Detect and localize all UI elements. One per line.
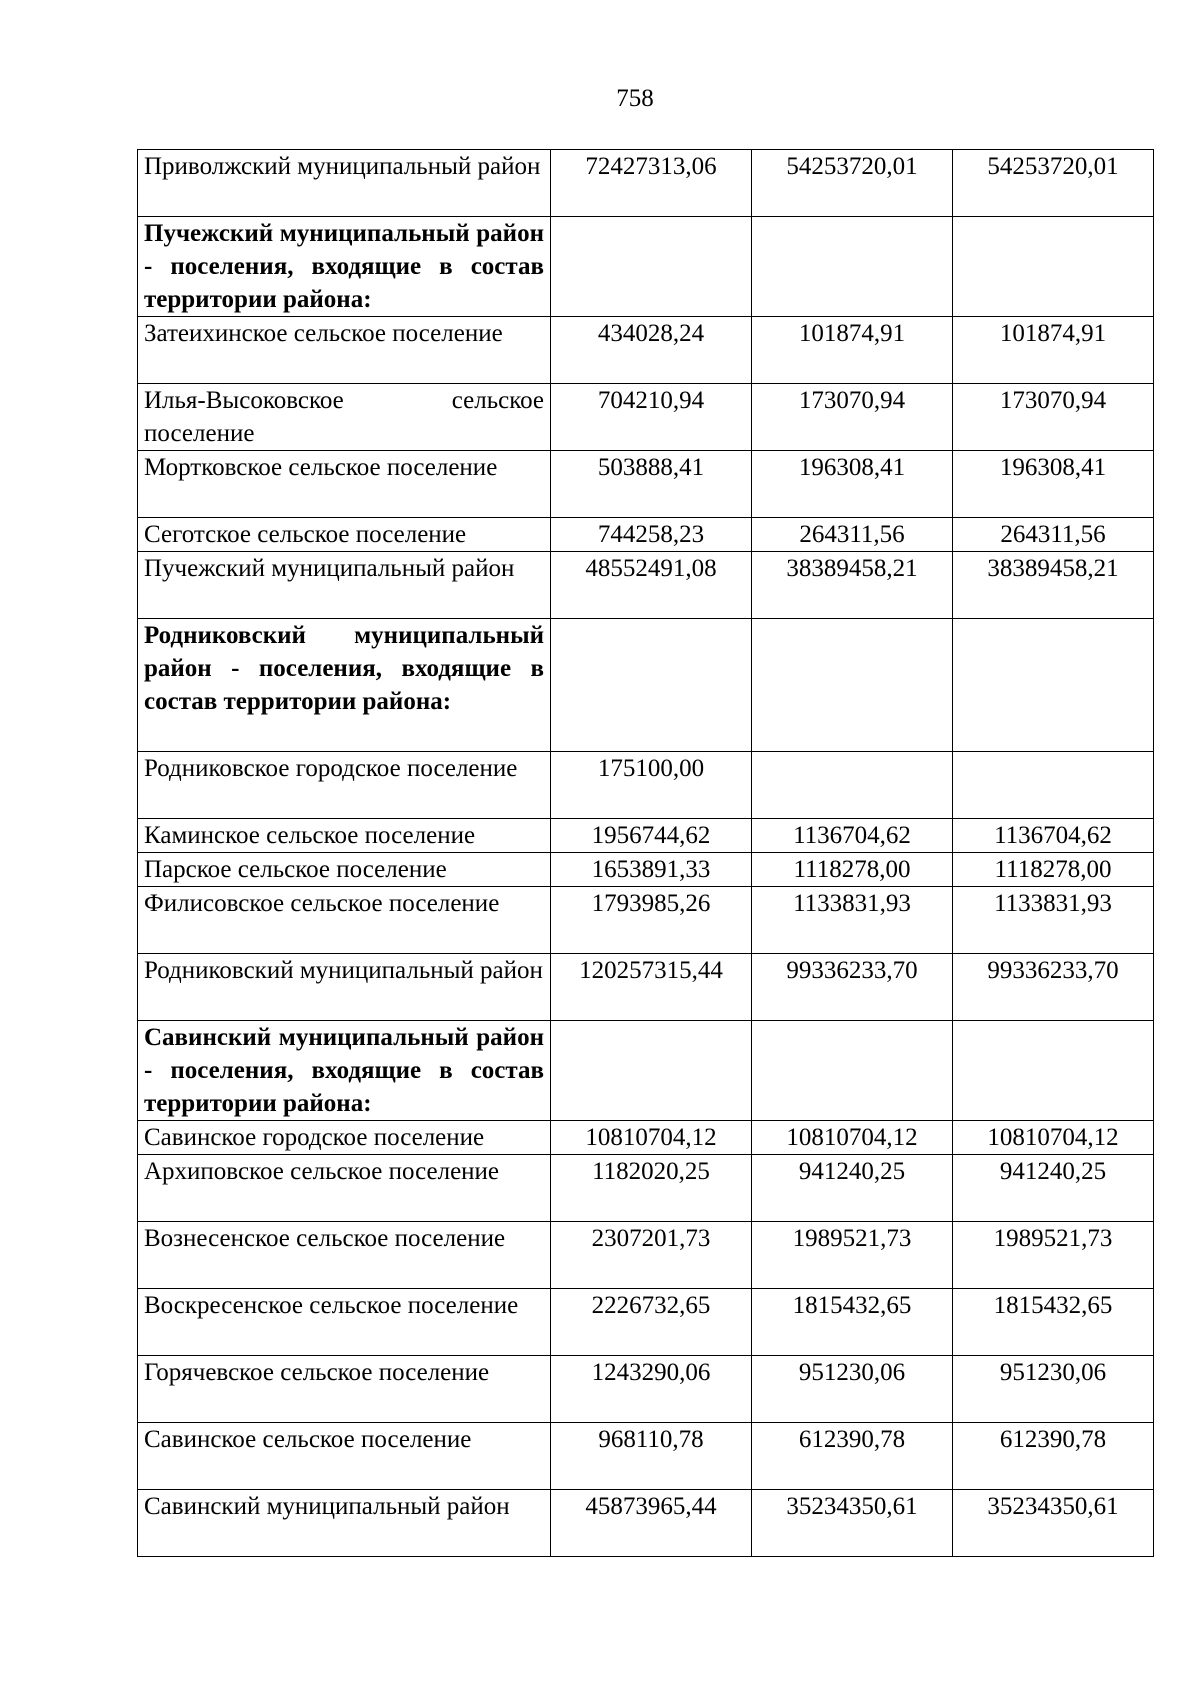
value-cell-col3: 1989521,73 xyxy=(953,1222,1154,1289)
value-cell-col1: 45873965,44 xyxy=(551,1490,752,1557)
table-row xyxy=(138,1423,1154,1490)
value-cell-col2: 173070,94 xyxy=(752,384,953,451)
value-cell-col1: 10810704,12 xyxy=(551,1121,752,1155)
table-row xyxy=(138,619,1154,752)
row-name-cell: Илья-Высоковское сельское поселение xyxy=(138,384,551,451)
row-name-cell: Савинское городское поселение xyxy=(138,1121,551,1155)
value-cell-col1 xyxy=(551,619,752,752)
value-cell-col1: 120257315,44 xyxy=(551,954,752,1021)
row-name-cell: Савинский муниципальный район xyxy=(138,1490,551,1557)
value-cell-col1: 704210,94 xyxy=(551,384,752,451)
value-cell-col2 xyxy=(752,619,953,752)
table-row xyxy=(138,317,1154,384)
value-cell-col2: 612390,78 xyxy=(752,1423,953,1490)
page-number: 758 xyxy=(616,85,654,112)
value-cell-col2: 1118278,00 xyxy=(752,853,953,887)
table-body xyxy=(138,150,1154,1557)
value-cell-col1: 2307201,73 xyxy=(551,1222,752,1289)
value-cell-col1: 1243290,06 xyxy=(551,1356,752,1423)
value-cell-col2: 264311,56 xyxy=(752,518,953,552)
table-row xyxy=(138,853,1154,887)
value-cell-col2: 196308,41 xyxy=(752,451,953,518)
row-name-cell: Каминское сельское поселение xyxy=(138,819,551,853)
value-cell-col3: 38389458,21 xyxy=(953,552,1154,619)
table-row xyxy=(138,1222,1154,1289)
value-cell-col3: 35234350,61 xyxy=(953,1490,1154,1557)
row-name-cell: Затеихинское сельское поселение xyxy=(138,317,551,384)
value-cell-col2: 1989521,73 xyxy=(752,1222,953,1289)
value-cell-col1: 1653891,33 xyxy=(551,853,752,887)
budget-table xyxy=(137,149,1154,1557)
row-name-cell: Архиповское сельское поселение xyxy=(138,1155,551,1222)
value-cell-col3: 196308,41 xyxy=(953,451,1154,518)
value-cell-col1 xyxy=(551,1021,752,1121)
table-row xyxy=(138,752,1154,819)
value-cell-col3 xyxy=(953,1021,1154,1121)
table-row xyxy=(138,887,1154,954)
value-cell-col3: 941240,25 xyxy=(953,1155,1154,1222)
value-cell-col2: 99336233,70 xyxy=(752,954,953,1021)
value-cell-col2: 1815432,65 xyxy=(752,1289,953,1356)
value-cell-col2: 951230,06 xyxy=(752,1356,953,1423)
value-cell-col3 xyxy=(953,752,1154,819)
value-cell-col3: 99336233,70 xyxy=(953,954,1154,1021)
value-cell-col1: 2226732,65 xyxy=(551,1289,752,1356)
row-name-cell: Горячевское сельское поселение xyxy=(138,1356,551,1423)
value-cell-col2 xyxy=(752,752,953,819)
value-cell-col1 xyxy=(551,217,752,317)
district-header-cell: Савинский муниципальный район - поселения, входящие в состав территории района: xyxy=(138,1021,551,1121)
table-row xyxy=(138,954,1154,1021)
district-header-cell: Родниковский муниципальный район - поселения, входящие в состав территории района: xyxy=(138,619,551,752)
table-row xyxy=(138,1155,1154,1222)
row-name-cell: Сеготское сельское поселение xyxy=(138,518,551,552)
value-cell-col3: 612390,78 xyxy=(953,1423,1154,1490)
value-cell-col2 xyxy=(752,217,953,317)
value-cell-col2 xyxy=(752,1021,953,1121)
value-cell-col2: 38389458,21 xyxy=(752,552,953,619)
value-cell-col2: 35234350,61 xyxy=(752,1490,953,1557)
table-row xyxy=(138,150,1154,217)
value-cell-col3: 1815432,65 xyxy=(953,1289,1154,1356)
value-cell-col3: 1118278,00 xyxy=(953,853,1154,887)
value-cell-col3: 10810704,12 xyxy=(953,1121,1154,1155)
table-row xyxy=(138,1356,1154,1423)
table-row xyxy=(138,451,1154,518)
value-cell-col1: 48552491,08 xyxy=(551,552,752,619)
row-name-cell: Мортковское сельское поселение xyxy=(138,451,551,518)
value-cell-col3: 173070,94 xyxy=(953,384,1154,451)
table-row xyxy=(138,1021,1154,1121)
row-name-cell: Родниковский муниципальный район xyxy=(138,954,551,1021)
value-cell-col1: 434028,24 xyxy=(551,317,752,384)
value-cell-col2: 10810704,12 xyxy=(752,1121,953,1155)
value-cell-col1: 1182020,25 xyxy=(551,1155,752,1222)
value-cell-col1: 1793985,26 xyxy=(551,887,752,954)
row-name-cell: Пучежский муниципальный район xyxy=(138,552,551,619)
row-name-cell: Филисовское сельское поселение xyxy=(138,887,551,954)
value-cell-col2: 101874,91 xyxy=(752,317,953,384)
value-cell-col2: 54253720,01 xyxy=(752,150,953,217)
value-cell-col1: 72427313,06 xyxy=(551,150,752,217)
row-name-cell: Савинское сельское поселение xyxy=(138,1423,551,1490)
value-cell-col1: 175100,00 xyxy=(551,752,752,819)
value-cell-col2: 1133831,93 xyxy=(752,887,953,954)
row-name-cell: Вознесенское сельское поселение xyxy=(138,1222,551,1289)
district-header-cell: Пучежский муниципальный район - поселения, входящие в состав территории района: xyxy=(138,217,551,317)
table-row xyxy=(138,1289,1154,1356)
row-name-cell: Приволжский муниципальный район xyxy=(138,150,551,217)
value-cell-col2: 1136704,62 xyxy=(752,819,953,853)
table-row xyxy=(138,384,1154,451)
value-cell-col1: 744258,23 xyxy=(551,518,752,552)
value-cell-col3: 1133831,93 xyxy=(953,887,1154,954)
table-row xyxy=(138,819,1154,853)
value-cell-col1: 1956744,62 xyxy=(551,819,752,853)
value-cell-col1: 968110,78 xyxy=(551,1423,752,1490)
value-cell-col3 xyxy=(953,217,1154,317)
value-cell-col3: 54253720,01 xyxy=(953,150,1154,217)
value-cell-col3: 264311,56 xyxy=(953,518,1154,552)
table-row xyxy=(138,518,1154,552)
value-cell-col3 xyxy=(953,619,1154,752)
table-row xyxy=(138,217,1154,317)
row-name-cell: Парское сельское поселение xyxy=(138,853,551,887)
value-cell-col3: 1136704,62 xyxy=(953,819,1154,853)
table-row xyxy=(138,552,1154,619)
row-name-cell: Воскресенское сельское поселение xyxy=(138,1289,551,1356)
row-name-cell: Родниковское городское поселение xyxy=(138,752,551,819)
value-cell-col1: 503888,41 xyxy=(551,451,752,518)
table-row xyxy=(138,1490,1154,1557)
value-cell-col2: 941240,25 xyxy=(752,1155,953,1222)
value-cell-col3: 951230,06 xyxy=(953,1356,1154,1423)
table-row xyxy=(138,1121,1154,1155)
value-cell-col3: 101874,91 xyxy=(953,317,1154,384)
